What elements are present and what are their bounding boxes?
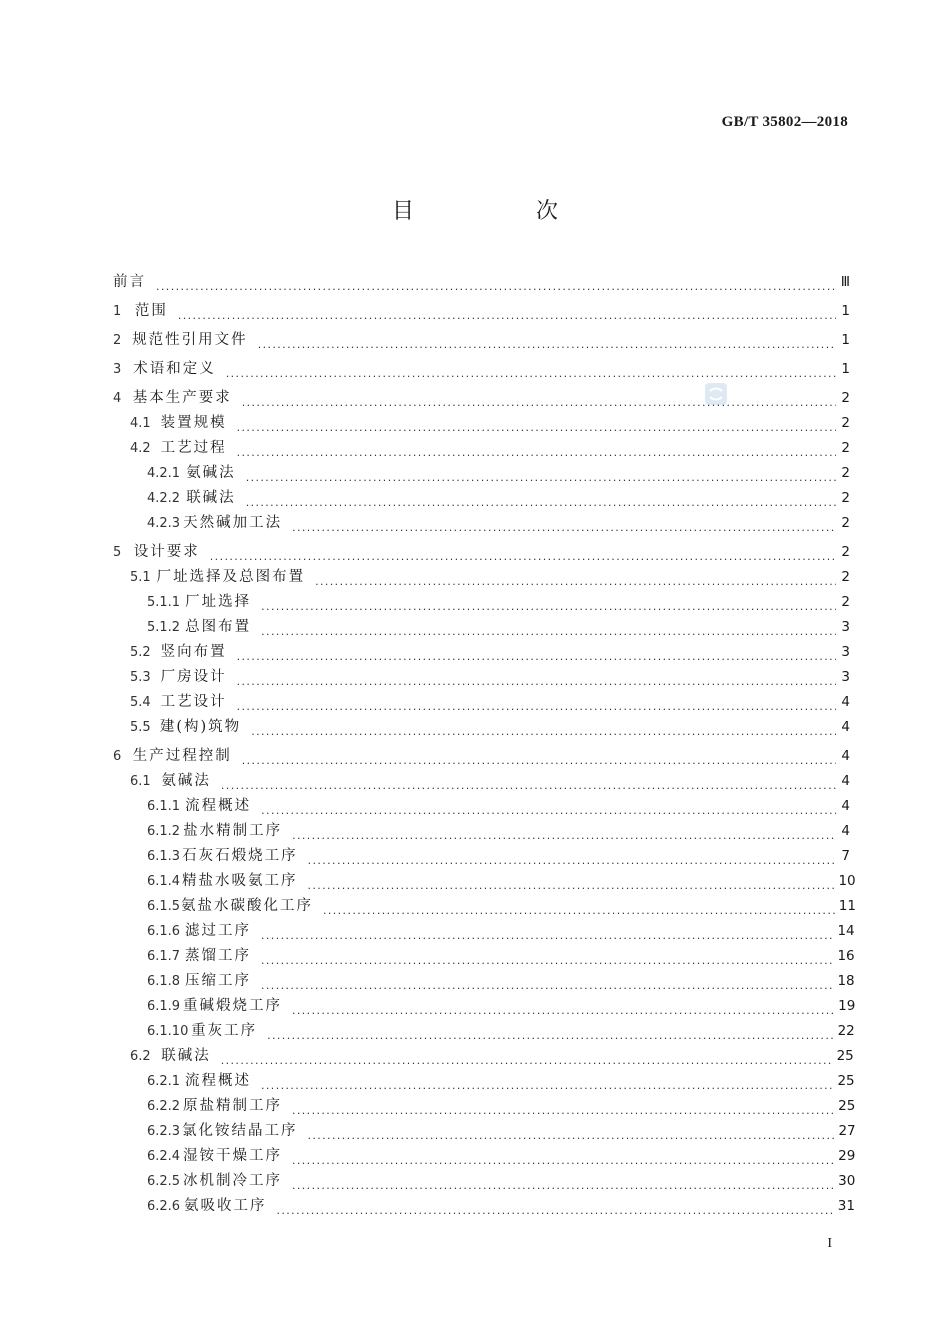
toc-entry[interactable] xyxy=(113,715,850,740)
toc-entry-number: 6.2.3 xyxy=(147,1124,181,1139)
dot-leader xyxy=(261,976,833,990)
toc-entry-number: 5 xyxy=(113,545,122,560)
toc-entry-page: 11 xyxy=(838,898,856,914)
toc-entry-title: 厂房设计 xyxy=(160,669,227,685)
toc-entry[interactable] xyxy=(113,357,850,382)
toc-entry[interactable] xyxy=(113,919,855,944)
toc-entry-page: 19 xyxy=(838,998,856,1014)
toc-entry[interactable] xyxy=(113,540,850,565)
dot-leader xyxy=(307,876,834,890)
toc-entry[interactable] xyxy=(113,665,850,690)
dot-leader xyxy=(178,306,836,320)
toc-entry-number: 6.1.2 xyxy=(147,824,181,839)
dot-leader xyxy=(267,1026,833,1040)
toc-entry-title: 盐水精制工序 xyxy=(183,823,283,839)
toc-entry-number: 6 xyxy=(113,749,122,764)
dot-leader xyxy=(261,951,833,965)
footer-page-number: I xyxy=(827,1236,832,1251)
toc-entry-page: 2 xyxy=(841,415,850,431)
toc-entry-number: 6.1.10 xyxy=(147,1024,189,1039)
toc-entry[interactable] xyxy=(113,299,850,324)
toc-entry-number: 6.1.4 xyxy=(147,874,181,889)
dot-leader xyxy=(237,697,836,711)
toc-entry-number: 6.2.4 xyxy=(147,1149,181,1164)
toc-entry-title: 范围 xyxy=(134,303,168,319)
toc-entry-title: 规范性引用文件 xyxy=(132,332,248,348)
toc-entry-page: 10 xyxy=(838,873,856,889)
toc-entry-title: 石灰石煅烧工序 xyxy=(182,848,298,864)
toc-entry-page: 2 xyxy=(841,569,850,585)
toc-entry-title: 术语和定义 xyxy=(133,361,216,377)
toc-entry-title: 重碱煅烧工序 xyxy=(182,998,282,1014)
toc-entry[interactable] xyxy=(113,994,856,1019)
toc-entry[interactable] xyxy=(113,328,850,353)
toc-entry-page: 25 xyxy=(838,1098,856,1114)
toc-entry-title: 建(构)筑物 xyxy=(159,719,242,735)
dot-leader xyxy=(292,1101,834,1115)
dot-leader xyxy=(221,776,836,790)
toc-entry-page: 4 xyxy=(841,748,850,764)
dot-leader xyxy=(251,722,836,736)
page-title: 目 次 xyxy=(391,199,608,224)
dot-leader xyxy=(258,335,836,349)
toc-entry-page: 2 xyxy=(841,440,850,456)
toc-entry[interactable] xyxy=(113,615,850,640)
toc-entry-number: 4.2.3 xyxy=(147,516,181,531)
toc-entry-title: 总图布置 xyxy=(185,619,252,635)
toc-entry-title: 前言 xyxy=(113,274,146,290)
toc-entry[interactable] xyxy=(113,511,850,536)
toc-entry-page: 4 xyxy=(841,719,850,735)
dot-leader xyxy=(246,468,836,482)
dot-leader xyxy=(261,926,833,940)
toc-entry-number: 5.2 xyxy=(130,645,151,660)
toc-entry-title: 厂址选择 xyxy=(185,594,252,610)
toc-entry-title: 天然碱加工法 xyxy=(183,515,283,531)
toc-entry-page: 2 xyxy=(841,594,850,610)
toc-entry-number: 5.1.2 xyxy=(147,620,181,635)
toc-entry-page: 18 xyxy=(837,973,855,989)
dot-leader xyxy=(261,597,836,611)
dot-leader xyxy=(276,1201,833,1215)
dot-leader xyxy=(226,364,836,378)
toc-entry-page: 3 xyxy=(841,619,850,635)
toc-entry-title: 生产过程控制 xyxy=(132,748,232,764)
toc-entry-number: 2 xyxy=(113,333,122,348)
toc-entry[interactable] xyxy=(113,894,856,919)
toc-entry-page: 2 xyxy=(841,465,850,481)
toc-entry[interactable] xyxy=(113,436,850,461)
dot-leader xyxy=(292,1176,834,1190)
toc-entry-title: 氨盐水碳酸化工序 xyxy=(180,898,313,914)
dot-leader xyxy=(315,572,836,586)
toc-entry-number: 6.1.6 xyxy=(147,924,181,939)
toc-entry-page: 27 xyxy=(838,1123,856,1139)
toc-entry-title: 联碱法 xyxy=(186,490,236,506)
toc-entry-number: 4.2.1 xyxy=(147,466,181,481)
toc-entry-page: 30 xyxy=(838,1173,856,1189)
toc-entry[interactable] xyxy=(113,690,850,715)
dot-leader xyxy=(156,277,836,291)
toc-entry-page: 2 xyxy=(841,390,850,406)
toc-entry-number: 6.1.7 xyxy=(147,949,181,964)
toc-entry-number: 4 xyxy=(113,391,122,406)
toc-entry-page: 31 xyxy=(837,1198,855,1214)
toc-entry-number: 6.1.8 xyxy=(147,974,181,989)
toc-entry-number: 5.5 xyxy=(130,720,151,735)
toc-entry[interactable] xyxy=(113,386,850,411)
dot-leader xyxy=(292,1001,834,1015)
toc-entry[interactable] xyxy=(113,944,855,969)
dot-leader xyxy=(237,418,836,432)
toc-entry[interactable] xyxy=(113,769,850,794)
toc-entry-number: 5.4 xyxy=(130,695,151,710)
toc-entry-page: 29 xyxy=(838,1148,856,1164)
toc-entry-number: 6.2.1 xyxy=(147,1074,181,1089)
toc-entry-number: 6.1.1 xyxy=(147,799,181,814)
toc-entry-title: 湿铵干燥工序 xyxy=(182,1148,282,1164)
toc-entry-number: 5.1.1 xyxy=(147,595,181,610)
dot-leader xyxy=(292,518,836,532)
toc-entry[interactable] xyxy=(113,1144,856,1169)
dot-leader xyxy=(237,647,836,661)
toc-entry-page: 1 xyxy=(841,361,850,377)
toc-entry-page: 22 xyxy=(837,1023,855,1039)
toc-entry-title: 氨吸收工序 xyxy=(183,1198,267,1214)
toc-entry[interactable] xyxy=(113,1194,855,1219)
toc-entry[interactable] xyxy=(113,590,850,615)
dot-leader xyxy=(308,851,836,865)
toc-entry[interactable] xyxy=(113,794,850,819)
toc-entry[interactable] xyxy=(113,565,850,590)
toc-entry-number: 6.1.3 xyxy=(147,849,181,864)
toc-entry[interactable] xyxy=(113,486,850,511)
dot-leader xyxy=(292,1151,834,1165)
dot-leader xyxy=(292,826,836,840)
dot-leader xyxy=(237,443,836,457)
dot-leader xyxy=(261,801,836,815)
toc-entry-page: 3 xyxy=(841,644,850,660)
toc-entry-page: 3 xyxy=(841,669,850,685)
toc-entry-title: 冰机制冷工序 xyxy=(182,1173,282,1189)
toc-entry-page: 4 xyxy=(841,798,850,814)
toc-entry[interactable] xyxy=(113,1019,855,1044)
toc-entry-title: 工艺设计 xyxy=(160,694,227,710)
toc-entry-title: 联碱法 xyxy=(161,1048,211,1064)
dot-leader xyxy=(242,393,836,407)
toc-entry-title: 装置规模 xyxy=(160,415,227,431)
dot-leader xyxy=(323,901,835,915)
toc-entry-number: 6.1 xyxy=(130,774,151,789)
toc-entry-number: 6.2 xyxy=(130,1049,151,1064)
table-of-contents xyxy=(113,266,856,1219)
toc-entry-number: 6.1.9 xyxy=(147,999,181,1014)
toc-entry[interactable] xyxy=(113,1044,854,1069)
toc-entry-title: 流程概述 xyxy=(185,1073,251,1089)
toc-entry[interactable] xyxy=(113,1119,856,1144)
toc-entry-page: 25 xyxy=(837,1073,855,1089)
toc-entry[interactable] xyxy=(113,640,850,665)
toc-entry[interactable] xyxy=(113,411,850,436)
dot-leader xyxy=(210,547,836,561)
toc-entry-page: Ⅲ xyxy=(840,274,850,290)
toc-entry-page: 1 xyxy=(841,303,850,319)
toc-entry-number: 5.1 xyxy=(130,570,151,585)
toc-entry-title: 压缩工序 xyxy=(185,973,251,989)
toc-entry[interactable] xyxy=(113,744,850,769)
toc-entry-page: 2 xyxy=(841,544,850,560)
toc-entry-title: 滤过工序 xyxy=(185,923,251,939)
toc-entry-title: 设计要求 xyxy=(133,544,200,560)
toc-entry[interactable] xyxy=(113,1169,856,1194)
toc-entry[interactable] xyxy=(113,270,850,295)
toc-entry-page: 4 xyxy=(841,694,850,710)
toc-entry-page: 7 xyxy=(841,848,850,864)
toc-entry[interactable] xyxy=(113,969,855,994)
toc-entry-page: 2 xyxy=(841,490,850,506)
toc-entry-title: 氨碱法 xyxy=(186,465,236,481)
toc-entry-number: 5.3 xyxy=(130,670,151,685)
dot-leader xyxy=(237,672,836,686)
toc-entry-title: 氨碱法 xyxy=(161,773,211,789)
toc-entry-number: 6.2.6 xyxy=(147,1199,181,1214)
toc-entry-title: 氯化铵结晶工序 xyxy=(181,1123,298,1139)
toc-entry[interactable] xyxy=(113,1094,856,1119)
toc-entry-number: 6.2.5 xyxy=(147,1174,181,1189)
dot-leader xyxy=(221,1051,833,1065)
toc-entry-number: 3 xyxy=(113,362,122,377)
toc-entry-title: 工艺过程 xyxy=(160,440,227,456)
dot-leader xyxy=(261,1076,833,1090)
toc-entry-page: 1 xyxy=(841,332,850,348)
dot-leader xyxy=(261,622,836,636)
toc-entry-title: 流程概述 xyxy=(185,798,252,814)
toc-entry-page: 2 xyxy=(841,515,850,531)
toc-entry-number: 6.2.2 xyxy=(147,1099,181,1114)
toc-entry-title: 重灰工序 xyxy=(191,1023,258,1039)
dot-leader xyxy=(246,493,836,507)
toc-entry-title: 原盐精制工序 xyxy=(182,1098,282,1114)
toc-entry-page: 4 xyxy=(841,773,850,789)
toc-entry[interactable] xyxy=(113,819,850,844)
toc-entry-page: 4 xyxy=(841,823,850,839)
dot-leader xyxy=(307,1126,834,1140)
toc-entry-title: 基本生产要求 xyxy=(132,390,232,406)
toc-entry-number: 4.2 xyxy=(130,441,151,456)
toc-entry[interactable] xyxy=(113,869,856,894)
standard-number: GB/T 35802—2018 xyxy=(721,114,848,130)
dot-leader xyxy=(242,751,836,765)
toc-entry-title: 蒸馏工序 xyxy=(185,948,251,964)
toc-entry-page: 16 xyxy=(837,948,855,964)
toc-entry[interactable] xyxy=(113,844,850,869)
toc-entry-title: 竖向布置 xyxy=(160,644,227,660)
toc-entry-number: 4.2.2 xyxy=(147,491,181,506)
toc-entry-number: 6.1.5 xyxy=(147,899,181,914)
toc-entry-page: 14 xyxy=(837,923,855,939)
toc-entry-number: 4.1 xyxy=(130,416,151,431)
toc-entry-number: 1 xyxy=(113,304,122,319)
toc-entry-title: 精盐水吸氨工序 xyxy=(181,873,298,889)
toc-entry-page: 25 xyxy=(836,1048,854,1064)
toc-entry-title: 厂址选择及总图布置 xyxy=(156,569,306,585)
toc-entry[interactable] xyxy=(113,1069,855,1094)
toc-entry[interactable] xyxy=(113,461,850,486)
